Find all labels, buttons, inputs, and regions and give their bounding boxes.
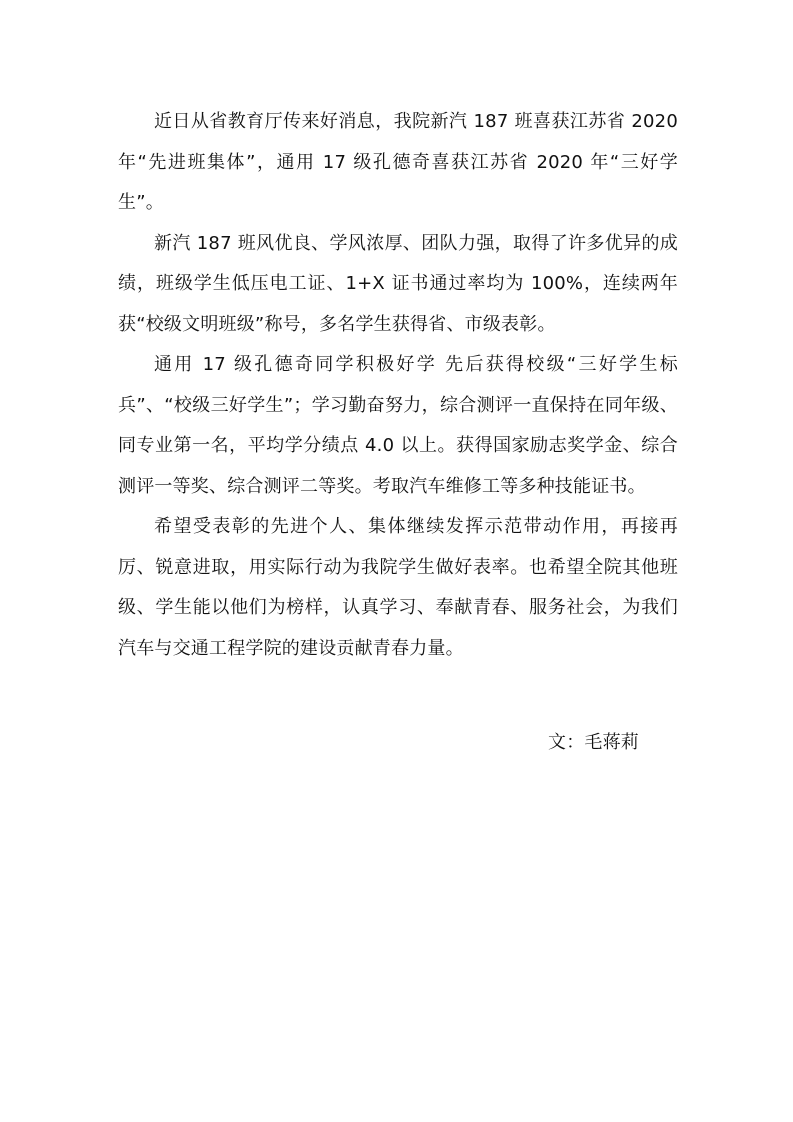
paragraph-student-achievements: 通用 17 级孔德奇同学积极好学 先后获得校级“三好学生标兵”、“校级三好学生”；学习勤奋努力，综合测评一直保持在同年级、同专业第一名，平均学分绩点 4.0 以上。获得国家励志奖学金、综合测评一等奖、综合测评二等奖。考取汽车维修工等多种技能证书。 bbox=[118, 354, 678, 497]
paragraph-news-intro: 近日从省教育厅传来好消息，我院新汽 187 班喜获江苏省 2020 年“先进班集体”，通用 17 级孔德奇喜获江苏省 2020 年“三好学生”。 bbox=[118, 111, 678, 213]
paragraph-closing-hopes: 希望受表彰的先进个人、集体继续发挥示范带动作用，再接再厉、锐意进取，用实际行动为我院学生做好表率。也希望全院其他班级、学生能以他们为榜样，认真学习、奉献青春、服务社会，为我们汽车与交通工程学院的建设贡献青春力量。 bbox=[118, 516, 678, 659]
paragraph-class-achievements: 新汽 187 班风优良、学风浓厚、团队力强，取得了许多优异的成绩，班级学生低压电工证、1+X 证书通过率均为 100%，连续两年获“校级文明班级”称号，多名学生获得省、市级表彰。 bbox=[118, 232, 678, 335]
article-body bbox=[118, 102, 678, 669]
author-signature: 文：毛蒋莉 bbox=[548, 732, 639, 753]
